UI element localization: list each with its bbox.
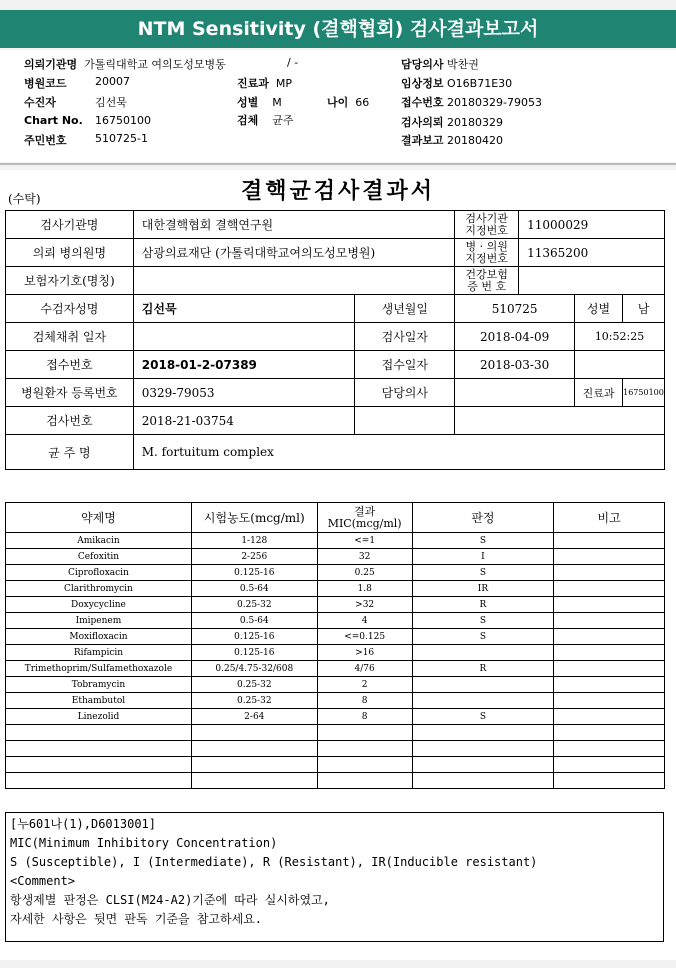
table-row bbox=[6, 211, 665, 239]
doctor-label: 담당의사 bbox=[401, 58, 444, 71]
receipt-date-value: 2018-03-30 bbox=[455, 351, 575, 379]
report-value: 20180420 bbox=[447, 134, 504, 147]
clinic-no-value: 11365200 bbox=[519, 239, 665, 267]
cell-note bbox=[554, 645, 665, 661]
hosp-code-value: 20007 bbox=[95, 75, 130, 88]
doctor-label-cell: 담당의사 bbox=[355, 379, 455, 407]
idno-value: 510725-1 bbox=[95, 132, 148, 145]
notes-box bbox=[5, 812, 664, 942]
clinical-label: 임상정보 bbox=[401, 77, 444, 90]
cell-drug: Cefoxitin bbox=[6, 549, 192, 565]
cell-drug: Tobramycin bbox=[6, 677, 192, 693]
cell-mic: >32 bbox=[317, 597, 412, 613]
col-header-mic bbox=[317, 503, 412, 533]
cell-note bbox=[554, 773, 665, 789]
cell-interp bbox=[412, 773, 554, 789]
cell-interp: S bbox=[412, 533, 554, 549]
cell-note bbox=[554, 725, 665, 741]
cell-mic: 32 bbox=[317, 549, 412, 565]
cell-mic: 8 bbox=[317, 693, 412, 709]
species-value: M. fortuitum complex bbox=[133, 435, 664, 470]
req-hosp-value: 삼광의료재단 (가톨릭대학교여의도성모병원) bbox=[133, 239, 454, 267]
clinic-no-label-line1: 병 · 의원 bbox=[465, 239, 508, 253]
cell-note bbox=[554, 581, 665, 597]
doctor-value: 박찬권 bbox=[447, 58, 479, 71]
col-header-mic-line2: MIC(mcg/ml) bbox=[327, 516, 402, 530]
health-no-label-line2: 증 번 호 bbox=[467, 279, 507, 293]
cell-drug: Doxycycline bbox=[6, 597, 192, 613]
susceptibility-rows bbox=[6, 533, 665, 789]
cell-interp bbox=[412, 645, 554, 661]
cell-drug bbox=[6, 725, 192, 741]
sex-value: M bbox=[272, 96, 282, 109]
table-row bbox=[6, 581, 665, 597]
cell-range: 0.5-64 bbox=[191, 581, 317, 597]
table-row bbox=[6, 661, 665, 677]
species-label: 균 주 명 bbox=[6, 435, 134, 470]
cell-note bbox=[554, 597, 665, 613]
exam-no-value: 2018-21-03754 bbox=[133, 407, 355, 435]
table-row bbox=[6, 613, 665, 629]
table-row bbox=[6, 379, 665, 407]
notes-legend: S (Susceptible), I (Intermediate), R (Resistant), IR(Inducible resistant) bbox=[10, 855, 538, 869]
dept-value-cell: 16750100 bbox=[622, 379, 664, 407]
cell-drug: Ciprofloxacin bbox=[6, 565, 192, 581]
susceptibility-table bbox=[5, 502, 665, 789]
table-row bbox=[6, 351, 665, 379]
cell-note bbox=[554, 709, 665, 725]
col-header-drug: 약제명 bbox=[6, 503, 192, 533]
specimen-field bbox=[237, 112, 294, 128]
cell-interp: I bbox=[412, 549, 554, 565]
birth-label: 생년월일 bbox=[355, 295, 455, 323]
chart-label-text: Chart No. bbox=[24, 114, 83, 127]
inst-no-label bbox=[455, 211, 519, 239]
receipt-date-extra bbox=[575, 351, 665, 379]
sex-field bbox=[237, 94, 282, 110]
cell-note bbox=[554, 629, 665, 645]
cell-range: 2-256 bbox=[191, 549, 317, 565]
cell-interp: S bbox=[412, 629, 554, 645]
table-row bbox=[6, 407, 665, 435]
test-time-value: 10:52:25 bbox=[575, 323, 665, 351]
sex-value-cell: 남 bbox=[622, 295, 664, 323]
exam-no-blank bbox=[355, 407, 455, 435]
req-org-value: 가톨릭대학교 여의도성모병동 bbox=[84, 58, 226, 71]
cell-range bbox=[191, 773, 317, 789]
name-label: 수검자성명 bbox=[6, 295, 134, 323]
cell-note bbox=[554, 533, 665, 549]
notes-code: [누601나(1),D6013001] bbox=[10, 817, 157, 831]
consignment-badge: (수탁) bbox=[8, 192, 41, 206]
idno-label-text: 주민번호 bbox=[24, 134, 67, 147]
notes-comment-1: 항생제별 판정은 CLSI(M24-A2)기준에 따라 실시하였고, bbox=[10, 893, 330, 907]
hosp-code-label bbox=[24, 75, 67, 91]
patient-info-panel bbox=[0, 50, 676, 162]
birth-value: 510725 bbox=[455, 295, 575, 323]
cell-range: 0.125-16 bbox=[191, 629, 317, 645]
notes-comment-header: <Comment> bbox=[10, 874, 76, 888]
test-date-value: 2018-04-09 bbox=[455, 323, 575, 351]
reg-no-value: 0329-79053 bbox=[133, 379, 355, 407]
dept-label: 진료과 bbox=[237, 77, 269, 90]
cell-interp: R bbox=[412, 597, 554, 613]
receipt-label-cell: 접수번호 bbox=[6, 351, 134, 379]
cell-drug: Linezolid bbox=[6, 709, 192, 725]
specimen-info-table bbox=[5, 210, 665, 470]
inst-value: 대한결핵협회 결핵연구원 bbox=[133, 211, 454, 239]
cell-mic: 4/76 bbox=[317, 661, 412, 677]
age-label: 나이 bbox=[327, 96, 349, 109]
patient-label-text: 수진자 bbox=[24, 96, 56, 109]
collect-label: 검체채취 일자 bbox=[6, 323, 134, 351]
age-field bbox=[327, 94, 369, 110]
cell-interp: S bbox=[412, 709, 554, 725]
cell-range bbox=[191, 757, 317, 773]
dept-field bbox=[237, 75, 292, 91]
cell-mic bbox=[317, 725, 412, 741]
col-header-note: 비고 bbox=[554, 503, 665, 533]
receipt-date-label: 접수일자 bbox=[355, 351, 455, 379]
doctor-value-cell bbox=[455, 379, 575, 407]
cell-drug bbox=[6, 773, 192, 789]
cell-note bbox=[554, 741, 665, 757]
table-row bbox=[6, 709, 665, 725]
name-value: 김선묵 bbox=[133, 295, 355, 323]
req-org-label: 의뢰기관명 bbox=[24, 58, 78, 71]
cell-mic: <=0.125 bbox=[317, 629, 412, 645]
exam-no-label: 검사번호 bbox=[6, 407, 134, 435]
insurer-label: 보험자기호(명칭) bbox=[6, 267, 134, 295]
age-value: 66 bbox=[355, 96, 370, 109]
table-row bbox=[6, 267, 665, 295]
cell-range bbox=[191, 725, 317, 741]
collect-value bbox=[133, 323, 355, 351]
chart-label bbox=[24, 114, 83, 127]
cell-mic: 1.8 bbox=[317, 581, 412, 597]
cell-drug: Clarithromycin bbox=[6, 581, 192, 597]
table-row bbox=[6, 597, 665, 613]
cell-drug: Moxifloxacin bbox=[6, 629, 192, 645]
cell-mic: <=1 bbox=[317, 533, 412, 549]
request-field bbox=[401, 114, 503, 130]
chart-value: 16750100 bbox=[95, 114, 151, 127]
cell-mic bbox=[317, 757, 412, 773]
sex-label-cell: 성별 bbox=[575, 295, 623, 323]
cell-interp: S bbox=[412, 613, 554, 629]
specimen-value: 균주 bbox=[272, 114, 294, 127]
exam-no-blank-wide bbox=[455, 407, 665, 435]
cell-mic: 8 bbox=[317, 709, 412, 725]
clinical-value: O16B71E30 bbox=[447, 77, 513, 90]
cell-note bbox=[554, 565, 665, 581]
health-no-label-line1: 건강보험 bbox=[465, 267, 508, 281]
receipt-value: 20180329-79053 bbox=[447, 96, 542, 109]
cell-note bbox=[554, 757, 665, 773]
cell-range: 0.25-32 bbox=[191, 597, 317, 613]
cell-mic: 2 bbox=[317, 677, 412, 693]
cell-note bbox=[554, 661, 665, 677]
cell-drug: Trimethoprim/Sulfamethoxazole bbox=[6, 661, 192, 677]
cell-range: 0.5-64 bbox=[191, 613, 317, 629]
cell-range bbox=[191, 741, 317, 757]
col-header-interp: 판정 bbox=[412, 503, 554, 533]
inst-no-value: 11000029 bbox=[519, 211, 665, 239]
report-field bbox=[401, 132, 503, 148]
cell-drug: Rifampicin bbox=[6, 645, 192, 661]
table-row bbox=[6, 677, 665, 693]
cell-range: 0.25-32 bbox=[191, 693, 317, 709]
clinic-no-label bbox=[455, 239, 519, 267]
table-row bbox=[6, 323, 665, 351]
cell-drug: Ethambutol bbox=[6, 693, 192, 709]
inst-no-label-line2: 지정번호 bbox=[465, 223, 508, 237]
table-row bbox=[6, 565, 665, 581]
cell-range: 1-128 bbox=[191, 533, 317, 549]
inst-label: 검사기관명 bbox=[6, 211, 134, 239]
table-row bbox=[6, 629, 665, 645]
hosp-code-label-text: 병원코드 bbox=[24, 77, 67, 90]
cell-interp: S bbox=[412, 565, 554, 581]
table-row bbox=[6, 757, 665, 773]
cell-range: 0.25-32 bbox=[191, 677, 317, 693]
cell-drug bbox=[6, 741, 192, 757]
cell-mic: 4 bbox=[317, 613, 412, 629]
req-org-slash: / - bbox=[287, 56, 299, 69]
table-row bbox=[6, 239, 665, 267]
specimen-label: 검체 bbox=[237, 114, 259, 127]
test-date-label: 검사일자 bbox=[355, 323, 455, 351]
cell-interp: R bbox=[412, 661, 554, 677]
report-banner-title: NTM Sensitivity (결핵협회) 검사결과보고서 bbox=[0, 10, 676, 48]
doctor-field bbox=[401, 56, 479, 72]
cell-range: 0.25/4.75-32/608 bbox=[191, 661, 317, 677]
cell-mic: 0.25 bbox=[317, 565, 412, 581]
cell-drug: Imipenem bbox=[6, 613, 192, 629]
cell-mic: >16 bbox=[317, 645, 412, 661]
cell-note bbox=[554, 613, 665, 629]
cell-note bbox=[554, 677, 665, 693]
notes-comment-2: 자세한 사항은 뒷면 판독 기준을 참고하세요. bbox=[10, 912, 263, 926]
cell-interp bbox=[412, 757, 554, 773]
patient-value: 김선묵 bbox=[95, 96, 127, 109]
sex-label: 성별 bbox=[237, 96, 259, 109]
table-row bbox=[6, 645, 665, 661]
table-row bbox=[6, 725, 665, 741]
request-label: 검사의뢰 bbox=[401, 116, 444, 129]
table-row bbox=[6, 549, 665, 565]
notes-mic-def: MIC(Minimum Inhibitory Concentration) bbox=[10, 836, 278, 850]
table-row bbox=[6, 773, 665, 789]
cell-drug bbox=[6, 757, 192, 773]
col-header-range: 시험농도(mcg/ml) bbox=[191, 503, 317, 533]
cell-interp bbox=[412, 693, 554, 709]
receipt-field bbox=[401, 94, 542, 110]
patient-label bbox=[24, 94, 56, 110]
insurer-value bbox=[133, 267, 454, 295]
table-row bbox=[6, 693, 665, 709]
clinical-field bbox=[401, 75, 512, 91]
cell-drug: Amikacin bbox=[6, 533, 192, 549]
report-label: 결과보고 bbox=[401, 134, 444, 147]
table-row bbox=[6, 295, 665, 323]
form-title: 결핵균검사결과서 bbox=[240, 178, 436, 204]
dept-label-cell: 진료과 bbox=[575, 379, 623, 407]
cell-note bbox=[554, 693, 665, 709]
cell-interp bbox=[412, 725, 554, 741]
health-no-value bbox=[519, 267, 665, 295]
receipt-value-cell: 2018-01-2-07389 bbox=[133, 351, 355, 379]
cell-note bbox=[554, 549, 665, 565]
cell-mic bbox=[317, 741, 412, 757]
cell-range: 0.125-16 bbox=[191, 645, 317, 661]
reg-no-label: 병원환자 등록번호 bbox=[6, 379, 134, 407]
cell-interp bbox=[412, 677, 554, 693]
cell-mic bbox=[317, 773, 412, 789]
table-header-row bbox=[6, 503, 665, 533]
table-row bbox=[6, 741, 665, 757]
divider bbox=[0, 163, 676, 165]
health-no-label bbox=[455, 267, 519, 295]
cell-range: 0.125-16 bbox=[191, 565, 317, 581]
table-row bbox=[6, 435, 665, 470]
table-row bbox=[6, 533, 665, 549]
inst-no-label-line1: 검사기관 bbox=[465, 211, 508, 225]
request-value: 20180329 bbox=[447, 116, 504, 129]
idno-label bbox=[24, 132, 67, 148]
req-hosp-label: 의뢰 병의원명 bbox=[6, 239, 134, 267]
receipt-label: 접수번호 bbox=[401, 96, 444, 109]
cell-interp bbox=[412, 741, 554, 757]
dept-value: MP bbox=[275, 77, 293, 90]
col-header-mic-line1: 결과 bbox=[354, 504, 376, 518]
req-org-field bbox=[24, 56, 226, 72]
cell-interp: IR bbox=[412, 581, 554, 597]
clinic-no-label-line2: 지정번호 bbox=[465, 251, 508, 265]
cell-range: 2-64 bbox=[191, 709, 317, 725]
